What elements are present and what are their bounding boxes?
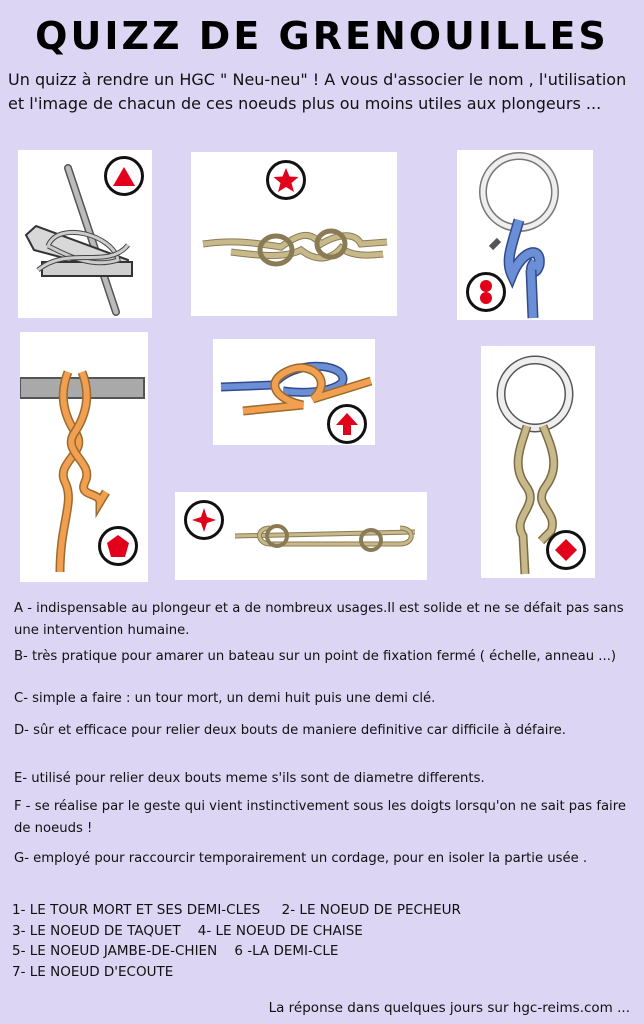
answer-line: 7- LE NOEUD D'ECOUTE (12, 963, 174, 980)
triangle-symbol-icon (104, 156, 144, 196)
page-title: QUIZZ DE GRENOUILLES (35, 14, 609, 58)
footer-note: La réponse dans quelques jours sur hgc-reims.com ... (268, 1000, 630, 1016)
four-point-star-symbol-icon (184, 500, 224, 540)
clue-b: B- très pratique pour amarer un bateau sur un point de fixation fermé ( échelle, anneau ...) (14, 649, 617, 664)
pentagon-symbol-icon (98, 526, 138, 566)
diamond-symbol-icon (546, 530, 586, 570)
clue-c: C- simple a faire : un tour mort, un demi huit puis une demi clé. (14, 691, 436, 706)
two-dots-symbol-icon (466, 272, 506, 312)
clue-d: D- sûr et efficace pour relier deux bouts de maniere definitive car difficile à défaire. (14, 723, 566, 738)
answer-list (12, 900, 632, 982)
answer-line: 3- LE NOEUD DE TAQUET 4- LE NOEUD DE CHAISE (12, 922, 363, 939)
answer-line: 1- LE TOUR MORT ET SES DEMI-CLES 2- LE NOEUD DE PECHEUR (12, 902, 461, 918)
answer-line: 5- LE NOEUD JAMBE-DE-CHIEN 6 -LA DEMI-CLE (12, 943, 339, 959)
clue-g: G- employé pour raccourcir temporairement un cordage, pour en isoler la partie usée . (14, 851, 588, 866)
clue-e: E- utilisé pour relier deux bouts meme s'ils sont de diametre differents. (14, 771, 485, 786)
arrow-up-symbol-icon (327, 404, 367, 444)
clue-a: A - indispensable au plongeur et a de nombreux usages.Il est solide et ne se défait pas sans une intervention humaine. (14, 601, 624, 638)
star-symbol-icon (266, 160, 306, 200)
intro-text: Un quizz à rendre un HGC " Neu-neu" ! A vous d'associer le nom , l'utilisation et l'image de chacun de ces noeuds plus ou moins utiles aux plongeurs ... (8, 70, 627, 113)
clue-f: F - se réalise par le geste qui vient instinctivement sous les doigts lorsqu'on ne sait pas faire de noeuds ! (14, 799, 626, 836)
